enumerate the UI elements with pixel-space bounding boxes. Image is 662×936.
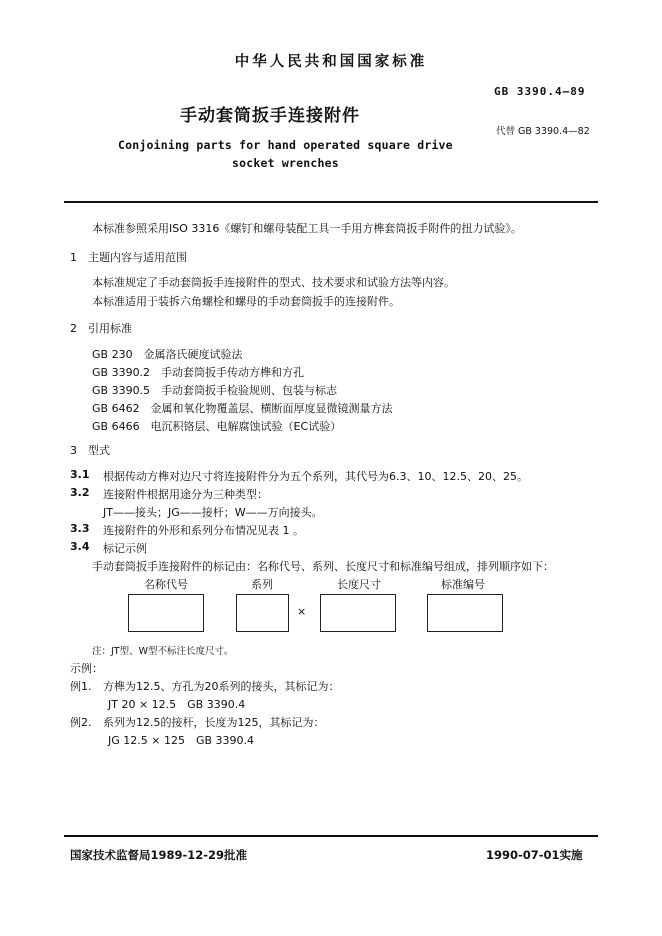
clause-3-4-number: 3.4 (70, 540, 90, 553)
national-standard-heading: 中华人民共和国国家标准 (234, 54, 428, 70)
approval-date: 国家技术监督局1989-12-29批准 (70, 848, 248, 862)
reference-item: GB 6462 金属和氧化物覆盖层、横断面厚度显微镜测量方法 (92, 402, 393, 415)
document-title-en-line1: Conjoining parts for hand operated square drive (118, 138, 453, 152)
label-length: 长度尺寸 (337, 578, 381, 591)
section-1-paragraph-2: 本标准适用于装拆六角螺栓和螺母的手动套筒扳手的连接附件。 (92, 295, 400, 308)
standard-number: GB 3390.4—89 (494, 85, 586, 98)
document-title-cn: 手动套筒扳手连接附件 (180, 106, 360, 126)
clause-3-1-text: 根据传动方榫对边尺寸将连接附件分为五个系列，其代号为6.3、10、12.5、20、25。 (103, 470, 528, 483)
label-series: 系列 (251, 578, 273, 591)
clause-3-3-text: 连接附件的外形和系列分布情况见表 1 。 (103, 524, 304, 537)
clause-3-4-text: 标记示例 (103, 542, 147, 555)
clause-3-4-description: 手动套筒扳手连接附件的标记由：名称代号、系列、长度尺寸和标准编号组成，排列顺序如下： (92, 560, 554, 573)
replaces-note: 代替 GB 3390.4—82 (496, 126, 590, 137)
series-box (236, 594, 289, 632)
clause-3-3-number: 3.3 (70, 522, 90, 535)
clause-3-1-number: 3.1 (70, 468, 90, 481)
section-1-heading: 1 主题内容与适用范围 (70, 251, 187, 264)
clause-3-2-number: 3.2 (70, 486, 90, 499)
clause-3-2-text: 连接附件根据用途分为三种类型： (103, 488, 268, 501)
example-2-mark: JG 12.5 × 125 GB 3390.4 (108, 734, 255, 747)
length-box (320, 594, 396, 632)
label-name-code: 名称代号 (144, 578, 188, 591)
name-code-box (128, 594, 204, 632)
header-rule (64, 201, 598, 203)
example-2-text: 系列为12.5的接杆，长度为125，其标记为： (103, 716, 325, 729)
effective-date: 1990-07-01实施 (486, 848, 583, 862)
intro-paragraph: 本标准参照采用ISO 3316《螺钉和螺母装配工具一手用方榫套筒扳手附件的扭力试验》。 (92, 222, 522, 235)
section-3-heading: 3 型式 (70, 444, 110, 457)
example-1-mark: JT 20 × 12.5 GB 3390.4 (108, 698, 246, 711)
section-2-heading: 2 引用标准 (70, 322, 132, 335)
times-symbol: × (297, 605, 307, 618)
label-standard-number: 标准编号 (441, 578, 485, 591)
example-1-label: 例1. (70, 680, 92, 693)
reference-item: GB 3390.5 手动套筒扳手检验规则、包装与标志 (92, 384, 338, 397)
example-2-label: 例2. (70, 716, 92, 729)
reference-item: GB 230 金属洛氏硬度试验法 (92, 348, 243, 361)
example-1-text: 方榫为12.5、方孔为20系列的接头，其标记为： (103, 680, 340, 693)
marking-note: 注：JT型、W型不标注长度尺寸。 (92, 646, 234, 657)
clause-3-2-types: JT——接头；JG——接杆；W——万向接头。 (103, 506, 323, 519)
document-title-en-line2: socket wrenches (232, 156, 339, 170)
reference-item: GB 3390.2 手动套筒扳手传动方榫和方孔 (92, 366, 305, 379)
examples-heading: 示例： (70, 662, 103, 675)
section-1-paragraph-1: 本标准规定了手动套筒扳手连接附件的型式、技术要求和试验方法等内容。 (92, 276, 455, 289)
footer-rule (64, 835, 598, 837)
standard-number-box (427, 594, 503, 632)
reference-item: GB 6466 电沉积铬层、电解腐蚀试验（EC试验） (92, 420, 342, 433)
reference-list (92, 346, 592, 436)
